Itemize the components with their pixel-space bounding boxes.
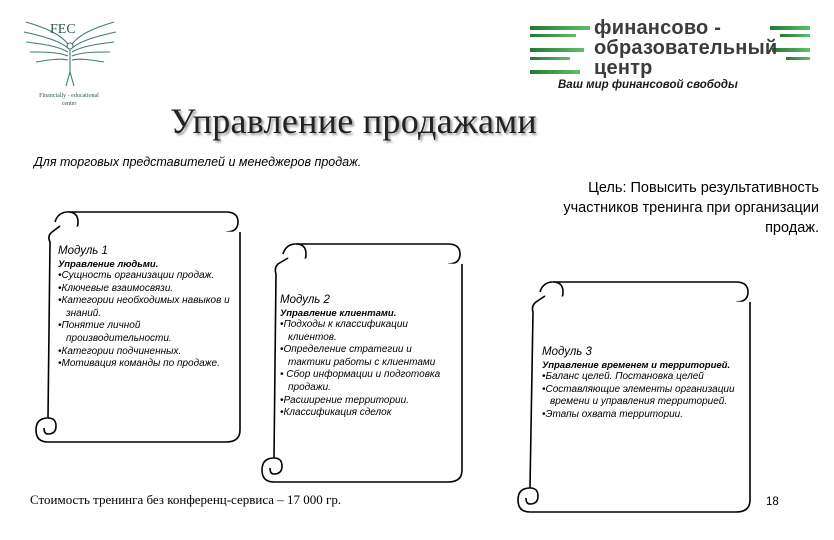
module-1-bullet: •Категории необходимых навыков и знаний. bbox=[58, 295, 230, 319]
module-3-bullets bbox=[542, 371, 746, 421]
module-2-bullets bbox=[280, 319, 452, 420]
module-3-name: Модуль 3 bbox=[542, 346, 592, 358]
module-3-bullet: •Составляющие элементы организации времени и управления территорией. bbox=[542, 383, 735, 408]
module-3 bbox=[542, 346, 746, 421]
module-1-name: Модуль 1 bbox=[58, 245, 108, 257]
brand-logo bbox=[528, 14, 828, 98]
logo-caption bbox=[24, 92, 114, 108]
module-3-heading: Управление временем и территорией. bbox=[542, 360, 731, 371]
module-1-bullets bbox=[58, 270, 234, 371]
brand-line1: финансово - bbox=[594, 17, 722, 39]
module-2 bbox=[280, 294, 452, 420]
module-2-heading: Управление клиентами. bbox=[280, 308, 397, 319]
goal-line3: продаж. bbox=[765, 220, 819, 236]
module-2-bullet: •Подходы к классификации клиентов. bbox=[280, 319, 408, 343]
training-goal bbox=[455, 178, 819, 238]
module-2-bullet: •Классификация сделок bbox=[280, 407, 392, 419]
module-1-bullet: •Сущность организации продаж. bbox=[58, 270, 215, 281]
logo-caption-line2: center bbox=[61, 101, 77, 107]
module-1-bullet: •Категории подчиненных. bbox=[58, 345, 182, 357]
module-2-bullet: • Сбор информации и подготовка продажи. bbox=[280, 369, 441, 393]
page-number: 18 bbox=[766, 496, 779, 508]
module-1-bullet: •Мотивация команды по продаже. bbox=[58, 358, 220, 370]
module-3-bullet: •Этапы охвата территории. bbox=[542, 408, 684, 420]
module-1-bullet: •Ключевые взаимосвязи. bbox=[58, 282, 174, 294]
logo-initials: FEC bbox=[50, 22, 76, 37]
goal-line2: участников тренинга при организации bbox=[563, 200, 819, 216]
module-1 bbox=[58, 245, 234, 371]
logo-caption-line1: Financially - educational bbox=[39, 93, 99, 99]
brand-slogan: Ваш мир финансовой свободы bbox=[558, 79, 738, 91]
module-1-bullet: •Понятие личной производительности. bbox=[58, 320, 172, 344]
module-1-heading: Управление людьми. bbox=[58, 259, 159, 270]
training-price: Стоимость тренинга без конференц-сервиса – 17 000 гр. bbox=[30, 492, 342, 507]
module-2-bullet: •Расширение территории. bbox=[280, 394, 409, 406]
brand-line2: образовательный bbox=[594, 37, 778, 59]
goal-line1: Цель: Повысить результативность bbox=[588, 180, 819, 196]
brand-line3: центр bbox=[594, 57, 653, 79]
module-2-bullet: •Определение стратегии и тактики работы с клиентами bbox=[280, 344, 436, 368]
fec-logo bbox=[18, 14, 118, 106]
page-title: Управление продажами bbox=[170, 101, 537, 141]
module-3-bullet: •Баланс целей. Постановка целей bbox=[542, 371, 704, 382]
audience-subtitle: Для торговых представителей и менеджеров продаж. bbox=[34, 155, 362, 169]
module-2-name: Модуль 2 bbox=[280, 294, 330, 306]
